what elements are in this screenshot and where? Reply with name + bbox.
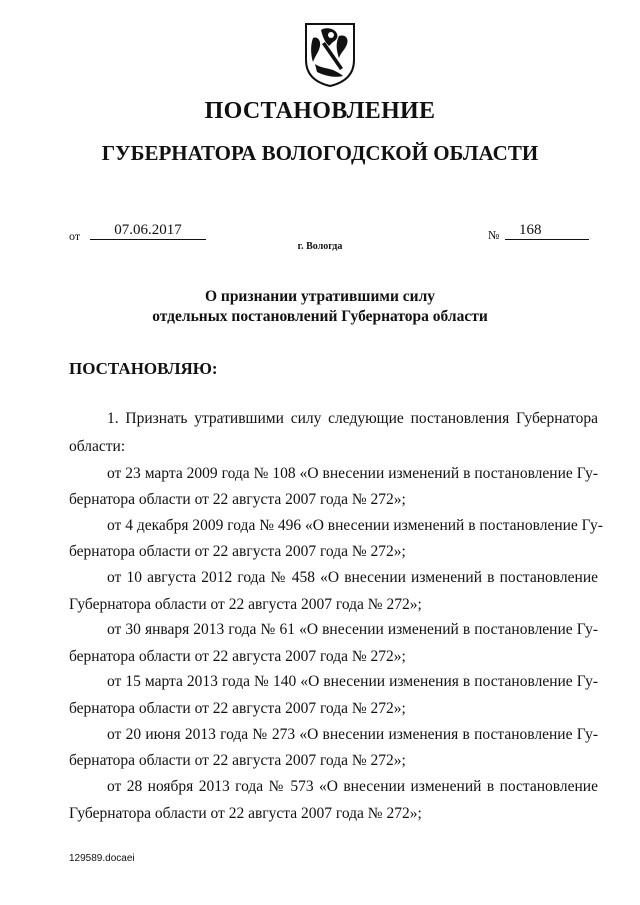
decree-word: ПОСТАНОВЛЯЮ: bbox=[69, 359, 218, 378]
body-line: бернатора области от 22 августа 2007 года № 272»; bbox=[69, 648, 406, 665]
body-line: бернатора области от 22 августа 2007 года № 272»; bbox=[69, 491, 406, 508]
body-line: от 23 марта 2009 года № 108 «О внесении изменений в постановление Гу- bbox=[107, 465, 598, 482]
number-label: № bbox=[488, 228, 500, 242]
date-label: от bbox=[69, 229, 81, 243]
subject-line-1: О признании утратившими силу bbox=[204, 288, 436, 305]
subject-line-2: отдельных постановлений Губернатора области bbox=[152, 308, 488, 325]
city-label: г. Вологда bbox=[297, 241, 343, 252]
body-line: Губернатора области от 22 августа 2007 года № 272»; bbox=[69, 805, 422, 822]
body-line: от 15 марта 2013 года № 140 «О внесении изменения в постановление Гу- bbox=[107, 673, 598, 690]
body-line: от 10 августа 2012 года № 458 «О внесении изменений в постановление bbox=[107, 569, 598, 586]
body-line: бернатора области от 22 августа 2007 года № 272»; bbox=[69, 543, 406, 560]
body-line: от 30 января 2013 года № 61 «О внесении изменений в постановление Гу- bbox=[107, 621, 598, 638]
body-line: от 4 декабря 2009 года № 496 «О внесении изменений в постановление Гу- bbox=[107, 517, 603, 534]
coat-of-arms-icon bbox=[303, 22, 357, 88]
body-line: от 28 ноября 2013 года № 573 «О внесении изменений в постановление bbox=[107, 778, 598, 795]
file-reference: 129589.docaei bbox=[69, 853, 135, 864]
date-value: 07.06.2017 bbox=[90, 221, 206, 240]
body-line: области: bbox=[69, 438, 126, 455]
body-line: бернатора области от 22 августа 2007 года № 272»; bbox=[69, 700, 406, 717]
document-title: ПОСТАНОВЛЕНИЕ bbox=[204, 98, 436, 124]
body-line: бернатора области от 22 августа 2007 года № 272»; bbox=[69, 752, 406, 769]
number-value: 168 bbox=[505, 221, 589, 240]
issuer-title: ГУБЕРНАТОРА ВОЛОГОДСКОЙ ОБЛАСТИ bbox=[101, 141, 539, 165]
body-line: Губернатора области от 22 августа 2007 года № 272»; bbox=[69, 596, 422, 613]
body-line: 1. Признать утратившими силу следующие постановления Губернатора bbox=[107, 410, 598, 427]
body-line: от 20 июня 2013 года № 273 «О внесении изменения в постановление Гу- bbox=[107, 726, 598, 743]
